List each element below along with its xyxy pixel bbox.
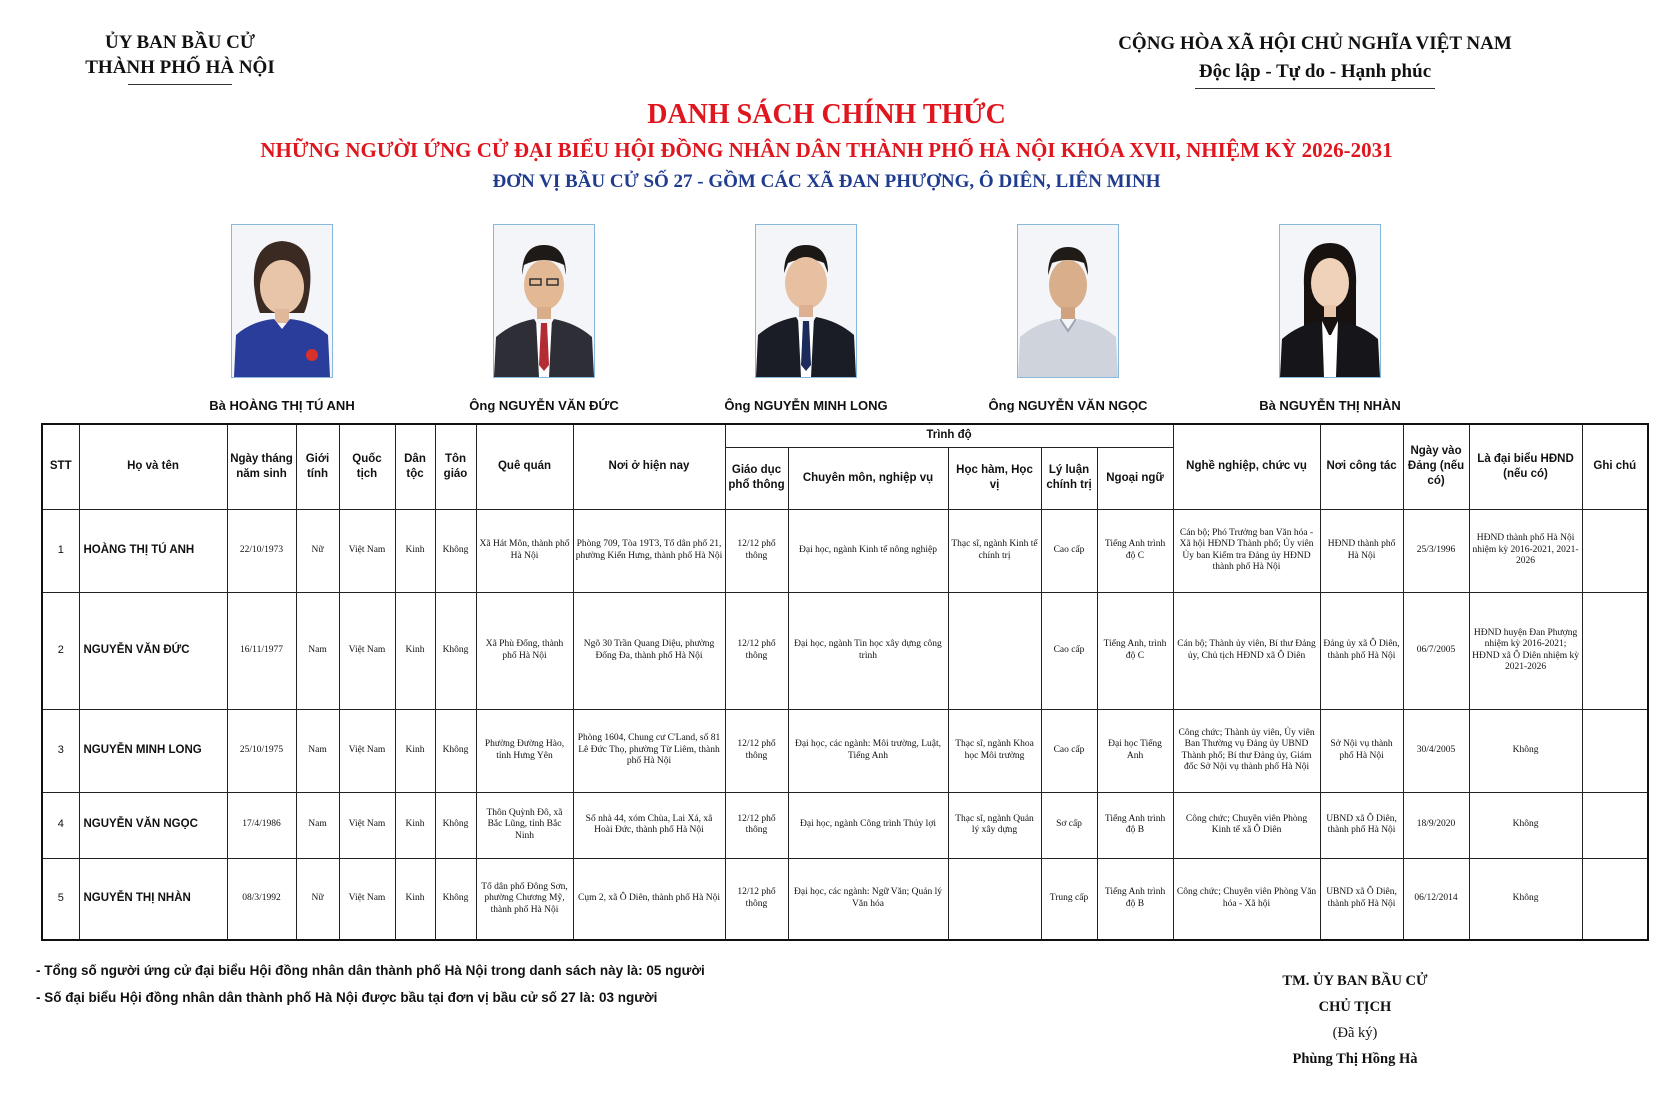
cell-note [1582,592,1648,709]
cell-delegate: HĐND huyện Đan Phượng nhiệm kỳ 2016-2021; HĐND xã Ô Diên nhiệm kỳ 2021-2026 [1469,592,1582,709]
cell-specialty: Đại học, ngành Kinh tế nông nghiệp [788,509,948,592]
cell-name: NGUYỄN MINH LONG [79,709,227,792]
candidate-photo [755,224,857,378]
candidate-caption: Ông NGUYỄN MINH LONG [724,398,888,413]
candidate-caption: Ông NGUYỄN VĂN ĐỨC [469,398,619,413]
cell-dob: 22/10/1973 [227,509,296,592]
issuer-line-1: ỦY BAN BẦU CỬ [104,32,256,53]
cell-political: Cao cấp [1041,709,1097,792]
cell-gender: Nam [296,709,339,792]
header-name: Họ và tên [79,424,227,509]
cell-specialty: Đại học, ngành Tin học xây dựng công trình [788,592,948,709]
issuer-line-2: THÀNH PHỐ HÀ NỘI [85,57,275,78]
cell-hometown: Tổ dân phố Đông Sơn, phường Chương Mỹ, thành phố Hà Nội [476,858,573,940]
header-degree: Học hàm, Học vị [948,447,1041,509]
country-name: CỘNG HÒA XÃ HỘI CHỦ NGHĨA VIỆT NAM [1118,33,1512,54]
table-row [42,592,1648,709]
motto: Độc lập - Tự do - Hạnh phúc [1198,61,1432,82]
header-note: Ghi chú [1582,424,1648,509]
cell-nationality: Việt Nam [339,592,395,709]
candidate-photo [493,224,595,378]
cell-specialty: Đại học, các ngành: Môi trường, Luật, Tiếng Anh [788,709,948,792]
cell-religion: Không [435,509,476,592]
cell-political: Sơ cấp [1041,792,1097,858]
header-occupation: Nghề nghiệp, chức vụ [1173,424,1320,509]
cell-general-edu: 12/12 phổ thông [725,592,788,709]
candidate-caption: Bà NGUYỄN THỊ NHÀN [1259,398,1401,413]
cell-general-edu: 12/12 phổ thông [725,792,788,858]
header-gender: Giới tính [296,424,339,509]
cell-workplace: HĐND thành phố Hà Nội [1320,509,1403,592]
candidate-caption: Ông NGUYỄN VĂN NGỌC [988,398,1148,413]
document-title: DANH SÁCH CHÍNH THỨC [647,99,1006,130]
cell-ethnicity: Kinh [395,858,435,940]
cell-degree: Thạc sĩ, ngành Kinh tế chính trị [948,509,1041,592]
header-political: Lý luận chính trị [1041,447,1097,509]
header-language: Ngoại ngữ [1097,447,1173,509]
cell-delegate: Không [1469,709,1582,792]
document-subtitle: NHỮNG NGƯỜI ỨNG CỬ ĐẠI BIỂU HỘI ĐỒNG NHÂN DÂN THÀNH PHỐ HÀ NỘI KHÓA XVII, NHIỆM KỲ 2026-2031 [260,138,1393,162]
cell-residence: Số nhà 44, xóm Chùa, Lai Xá, xã Hoài Đức, thành phố Hà Nội [573,792,725,858]
cell-name: NGUYỄN VĂN ĐỨC [79,592,227,709]
cell-dob: 17/4/1986 [227,792,296,858]
candidate-card [686,224,926,413]
header-level-group: Trình độ [725,424,1173,447]
cell-gender: Nam [296,592,339,709]
table-row [42,792,1648,858]
table-row [42,709,1648,792]
candidate-photo [1279,224,1381,378]
cell-political: Cao cấp [1041,592,1097,709]
cell-name: NGUYỄN THỊ NHÀN [79,858,227,940]
cell-ethnicity: Kinh [395,592,435,709]
cell-gender: Nữ [296,858,339,940]
cell-hometown: Xã Hát Môn, thành phố Hà Nội [476,509,573,592]
cell-workplace: Đảng ủy xã Ô Diên, thành phố Hà Nội [1320,592,1403,709]
cell-workplace: UBND xã Ô Diên, thành phố Hà Nội [1320,858,1403,940]
header-residence: Nơi ở hiện nay [573,424,725,509]
cell-party-date: 30/4/2005 [1403,709,1469,792]
header-specialty: Chuyên môn, nghiệp vụ [788,447,948,509]
signature-title: CHỦ TỊCH [1318,999,1392,1015]
table-row [42,509,1648,592]
cell-hometown: Thôn Quỳnh Đô, xã Bắc Lũng, tỉnh Bắc Ninh [476,792,573,858]
cell-degree [948,592,1041,709]
header-general-edu: Giáo dục phổ thông [725,447,788,509]
candidate-photo [231,224,333,378]
table-row [42,858,1648,940]
cell-stt: 4 [42,792,79,858]
cell-nationality: Việt Nam [339,858,395,940]
issuer-underline [128,84,232,85]
cell-dob: 16/11/1977 [227,592,296,709]
cell-delegate: Không [1469,792,1582,858]
header-hometown: Quê quán [476,424,573,509]
cell-religion: Không [435,858,476,940]
cell-residence: Ngõ 30 Trần Quang Diệu, phường Đống Đa, thành phố Hà Nội [573,592,725,709]
cell-ethnicity: Kinh [395,792,435,858]
cell-dob: 25/10/1975 [227,709,296,792]
cell-party-date: 18/9/2020 [1403,792,1469,858]
cell-ethnicity: Kinh [395,509,435,592]
cell-stt: 1 [42,509,79,592]
header-delegate: Là đại biểu HĐND (nếu có) [1469,424,1582,509]
cell-residence: Cụm 2, xã Ô Diên, thành phố Hà Nội [573,858,725,940]
cell-name: NGUYỄN VĂN NGỌC [79,792,227,858]
cell-degree: Thạc sĩ, ngành Khoa học Môi trường [948,709,1041,792]
cell-nationality: Việt Nam [339,792,395,858]
candidate-card [424,224,664,413]
cell-religion: Không [435,792,476,858]
cell-political: Cao cấp [1041,509,1097,592]
signature-name: Phùng Thị Hồng Hà [1292,1051,1418,1067]
cell-party-date: 06/7/2005 [1403,592,1469,709]
candidate-card [948,224,1188,413]
cell-ethnicity: Kinh [395,709,435,792]
cell-workplace: UBND xã Ô Diên, thành phố Hà Nội [1320,792,1403,858]
header-stt: STT [42,424,79,509]
cell-dob: 08/3/1992 [227,858,296,940]
cell-language: Tiếng Anh trình độ B [1097,858,1173,940]
cell-note [1582,709,1648,792]
cell-workplace: Sở Nội vụ thành phố Hà Nội [1320,709,1403,792]
cell-stt: 5 [42,858,79,940]
cell-general-edu: 12/12 phổ thông [725,858,788,940]
cell-occupation: Công chức; Chuyên viên Phòng Kinh tế xã Ô Diên [1173,792,1320,858]
cell-specialty: Đại học, ngành Công trình Thủy lợi [788,792,948,858]
cell-delegate: HĐND thành phố Hà Nội nhiệm kỳ 2016-2021, 2021-2026 [1469,509,1582,592]
cell-general-edu: 12/12 phổ thông [725,509,788,592]
cell-residence: Phòng 709, Tòa 19T3, Tổ dân phố 21, phường Kiến Hưng, thành phố Hà Nội [573,509,725,592]
cell-party-date: 25/3/1996 [1403,509,1469,592]
note-total-candidates: - Tổng số người ứng cử đại biểu Hội đồng nhân dân thành phố Hà Nội trong danh sách này là: 05 người [36,963,705,978]
cell-specialty: Đại học, các ngành: Ngữ Văn; Quản lý Văn hóa [788,858,948,940]
cell-residence: Phòng 1604, Chung cư C'Land, số 81 Lê Đức Thọ, phường Từ Liêm, thành phố Hà Nội [573,709,725,792]
candidate-card [162,224,402,413]
cell-occupation: Công chức; Chuyên viên Phòng Văn hóa - Xã hội [1173,858,1320,940]
cell-note [1582,509,1648,592]
electoral-unit-title: ĐƠN VỊ BẦU CỬ SỐ 27 - GỒM CÁC XÃ ĐAN PHƯỢNG, Ô DIÊN, LIÊN MINH [492,171,1161,192]
header-nationality: Quốc tịch [339,424,395,509]
cell-stt: 3 [42,709,79,792]
candidate-table [41,423,1649,941]
cell-delegate: Không [1469,858,1582,940]
cell-language: Tiếng Anh trình độ C [1097,509,1173,592]
cell-language: Tiếng Anh, trình độ C [1097,592,1173,709]
cell-hometown: Xã Phù Đổng, thành phố Hà Nội [476,592,573,709]
candidate-card [1210,224,1450,413]
cell-note [1582,792,1648,858]
note-seats: - Số đại biểu Hội đồng nhân dân thành phố Hà Nội được bầu tại đơn vị bầu cử số 27 là: 03 người [36,990,658,1005]
header-dob: Ngày tháng năm sinh [227,424,296,509]
cell-political: Trung cấp [1041,858,1097,940]
cell-religion: Không [435,709,476,792]
header-party-date: Ngày vào Đảng (nếu có) [1403,424,1469,509]
header-ethnicity: Dân tộc [395,424,435,509]
cell-degree [948,858,1041,940]
cell-name: HOÀNG THỊ TÚ ANH [79,509,227,592]
cell-language: Đại học Tiếng Anh [1097,709,1173,792]
cell-language: Tiếng Anh trình độ B [1097,792,1173,858]
header-workplace: Nơi công tác [1320,424,1403,509]
candidate-caption: Bà HOÀNG THỊ TÚ ANH [209,398,355,413]
issuer-block [60,30,300,85]
cell-nationality: Việt Nam [339,509,395,592]
cell-party-date: 06/12/2014 [1403,858,1469,940]
cell-religion: Không [435,592,476,709]
cell-occupation: Cán bộ; Phó Trưởng ban Văn hóa - Xã hội HĐND Thành phố; Ủy viên Ủy ban Kiểm tra Đảng ủy HĐND thành phố Hà Nội [1173,509,1320,592]
summary-notes [36,957,705,1011]
cell-nationality: Việt Nam [339,709,395,792]
cell-note [1582,858,1648,940]
cell-stt: 2 [42,592,79,709]
cell-general-edu: 12/12 phổ thông [725,709,788,792]
motto-underline [1195,88,1435,89]
national-motto-block [1090,30,1540,89]
cell-occupation: Công chức; Thành ủy viên, Ủy viên Ban Thường vụ Đảng ủy UBND Thành phố; Bí thư Đảng ủy, Giám đốc Sở Nội vụ thành phố Hà Nội [1173,709,1320,792]
signature-org: TM. ỦY BAN BẦU CỬ [1282,973,1428,989]
candidate-photo [1017,224,1119,378]
header-religion: Tôn giáo [435,424,476,509]
signature-status: (Đã ký) [1332,1025,1378,1041]
cell-degree: Thạc sĩ, ngành Quản lý xây dựng [948,792,1041,858]
cell-hometown: Phường Đường Hào, tỉnh Hưng Yên [476,709,573,792]
cell-occupation: Cán bộ; Thành ủy viên, Bí thư Đảng ủy, Chủ tịch HĐND xã Ô Diên [1173,592,1320,709]
cell-gender: Nữ [296,509,339,592]
cell-gender: Nam [296,792,339,858]
signature-block [1230,968,1480,1072]
